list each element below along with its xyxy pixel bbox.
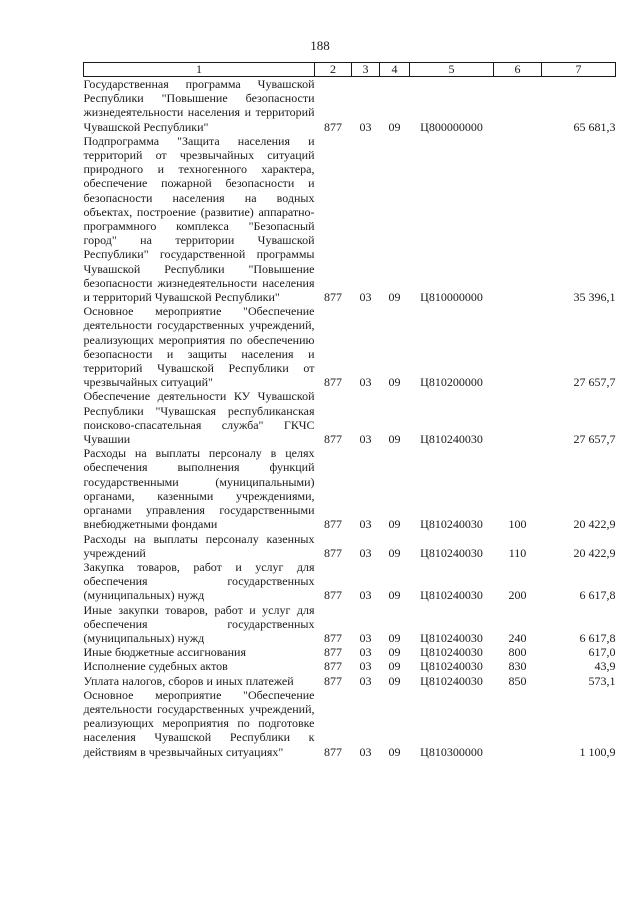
row-target-article: Ц810240030	[420, 630, 483, 645]
row-subsection: 09	[388, 290, 401, 305]
row-target-article: Ц810240030	[420, 432, 483, 447]
row-target-article: Ц810240030	[420, 545, 483, 560]
row-ministry: 877	[324, 659, 342, 674]
table-row	[84, 532, 616, 560]
header-col-7: 7	[542, 63, 616, 77]
row-target-article: Ц810240030	[420, 673, 483, 688]
row-section: 03	[359, 673, 372, 688]
row-expense-type: 200	[508, 588, 527, 603]
row-section: 03	[359, 588, 372, 603]
row-subsection: 09	[388, 659, 401, 674]
row-expense-type: 110	[508, 545, 527, 560]
row-section: 03	[359, 744, 372, 759]
table-row	[84, 603, 616, 646]
row-expense-type: 240	[508, 630, 527, 645]
row-expense-type	[494, 134, 542, 304]
row-expense-type	[494, 77, 542, 134]
row-amount: 65 681,3	[573, 119, 616, 134]
row-expense-type: 850	[508, 673, 527, 688]
row-ministry: 877	[324, 545, 342, 560]
row-subsection: 09	[388, 517, 401, 532]
row-subsection: 09	[388, 744, 401, 759]
row-subsection: 09	[388, 588, 401, 603]
row-section: 03	[359, 432, 372, 447]
row-name: Закупка товаров, работ и услуг для обеспечения государственных (муниципальных) нужд	[83, 559, 315, 603]
table-row	[84, 77, 616, 134]
row-ministry: 877	[324, 119, 342, 134]
header-row	[84, 63, 616, 77]
row-ministry: 877	[324, 744, 342, 759]
row-amount: 43,9	[594, 659, 616, 674]
row-section: 03	[359, 517, 372, 532]
row-name: Исполнение судебных актов	[83, 659, 228, 674]
page-number: 188	[310, 38, 330, 53]
header-col-1: 1	[84, 63, 315, 77]
row-target-article: Ц810240030	[420, 588, 483, 603]
row-ministry: 877	[324, 290, 342, 305]
row-subsection: 09	[388, 645, 401, 660]
row-amount: 35 396,1	[573, 290, 616, 305]
table-row	[84, 688, 616, 759]
row-name: Уплата налогов, сборов и иных платежей	[83, 673, 294, 688]
row-ministry: 877	[324, 588, 342, 603]
row-amount: 27 657,7	[573, 432, 616, 447]
row-subsection: 09	[388, 673, 401, 688]
row-subsection: 09	[388, 545, 401, 560]
row-subsection: 09	[388, 375, 401, 390]
row-section: 03	[359, 290, 372, 305]
row-amount: 27 657,7	[573, 375, 616, 390]
row-section: 03	[359, 119, 372, 134]
row-amount: 6 617,8	[579, 630, 616, 645]
row-amount: 20 422,9	[573, 517, 616, 532]
header-col-4: 4	[380, 63, 410, 77]
row-target-article: Ц810000000	[420, 290, 483, 305]
row-ministry: 877	[324, 432, 342, 447]
row-amount: 6 617,8	[579, 588, 616, 603]
row-ministry: 877	[324, 375, 342, 390]
table-row	[84, 674, 616, 688]
row-ministry: 877	[324, 645, 342, 660]
row-expense-type	[494, 304, 542, 389]
row-name: Расходы на выплаты персоналу казенных учреждений	[83, 531, 315, 560]
row-name: Расходы на выплаты персоналу в целях обеспечения выполнения функций государственными (муниципальными) органами, казенными учреждениями, органами управления государственными внебюджетными фондами	[83, 446, 315, 532]
row-target-article: Ц810300000	[420, 744, 483, 759]
row-name: Подпрограмма "Защита населения и территорий от чрезвычайных ситуаций природного и техногенного характера, обеспечение пожарной безопасности и безопасности населения на водных объектах, построение (развитие) аппаратно-программного комплекса "Безопасный город" на территории Чувашской Республики" государственной программы Чувашской Республики "Повышение безопасности жизнедеятельности населения и территорий Чувашской Республики"	[83, 133, 315, 305]
table-row	[84, 134, 616, 304]
row-expense-type	[494, 389, 542, 446]
table-row	[84, 389, 616, 446]
row-amount: 617,0	[588, 645, 616, 660]
row-target-article: Ц800000000	[420, 119, 483, 134]
row-amount: 573,1	[588, 673, 616, 688]
row-name: Основное мероприятие "Обеспечение деятельности государственных учреждений, реализующих мероприятия по подготовке населения Чувашской Республики к действиям в чрезвычайных ситуациях"	[83, 687, 315, 759]
row-target-article: Ц810240030	[420, 645, 483, 660]
row-expense-type: 830	[508, 659, 527, 674]
row-name: Государственная программа Чувашской Республики "Повышение безопасности жизнедеятельности населения и территорий Чувашской Республики"	[83, 77, 315, 134]
row-subsection: 09	[388, 432, 401, 447]
table-row	[84, 304, 616, 389]
row-name: Иные бюджетные ассигнования	[83, 645, 246, 660]
table-row	[84, 446, 616, 531]
row-subsection: 09	[388, 630, 401, 645]
row-ministry: 877	[324, 517, 342, 532]
table-row	[84, 560, 616, 603]
row-section: 03	[359, 375, 372, 390]
row-name: Иные закупки товаров, работ и услуг для обеспечения государственных (муниципальных) нужд	[83, 602, 315, 645]
table-row	[84, 659, 616, 673]
budget-table	[83, 62, 616, 759]
row-expense-type	[494, 688, 542, 759]
row-name: Основное мероприятие "Обеспечение деятельности государственных учреждений, реализующих мероприятия по обеспечению безопасности и защиты населения и территорий Чувашской Республики от чрезвычайных ситуаций"	[83, 304, 315, 390]
row-amount: 20 422,9	[573, 545, 616, 560]
row-target-article: Ц810240030	[420, 659, 483, 674]
row-target-article: Ц810240030	[420, 517, 483, 532]
row-expense-type: 100	[508, 517, 527, 532]
header-col-3: 3	[352, 63, 380, 77]
row-section: 03	[359, 545, 372, 560]
row-ministry: 877	[324, 630, 342, 645]
row-section: 03	[359, 630, 372, 645]
header-col-6: 6	[494, 63, 542, 77]
row-target-article: Ц810200000	[420, 375, 483, 390]
row-subsection: 09	[388, 119, 401, 134]
row-amount: 1 100,9	[579, 744, 616, 759]
row-section: 03	[359, 645, 372, 660]
table-row	[84, 645, 616, 659]
row-section: 03	[359, 659, 372, 674]
header-col-2: 2	[315, 63, 352, 77]
row-expense-type: 800	[508, 645, 527, 660]
row-ministry: 877	[324, 673, 342, 688]
header-col-5: 5	[410, 63, 494, 77]
row-name: Обеспечение деятельности КУ Чувашской Республики "Чувашская республиканская поисково-спасательная служба" ГКЧС Чувашии	[83, 389, 315, 447]
